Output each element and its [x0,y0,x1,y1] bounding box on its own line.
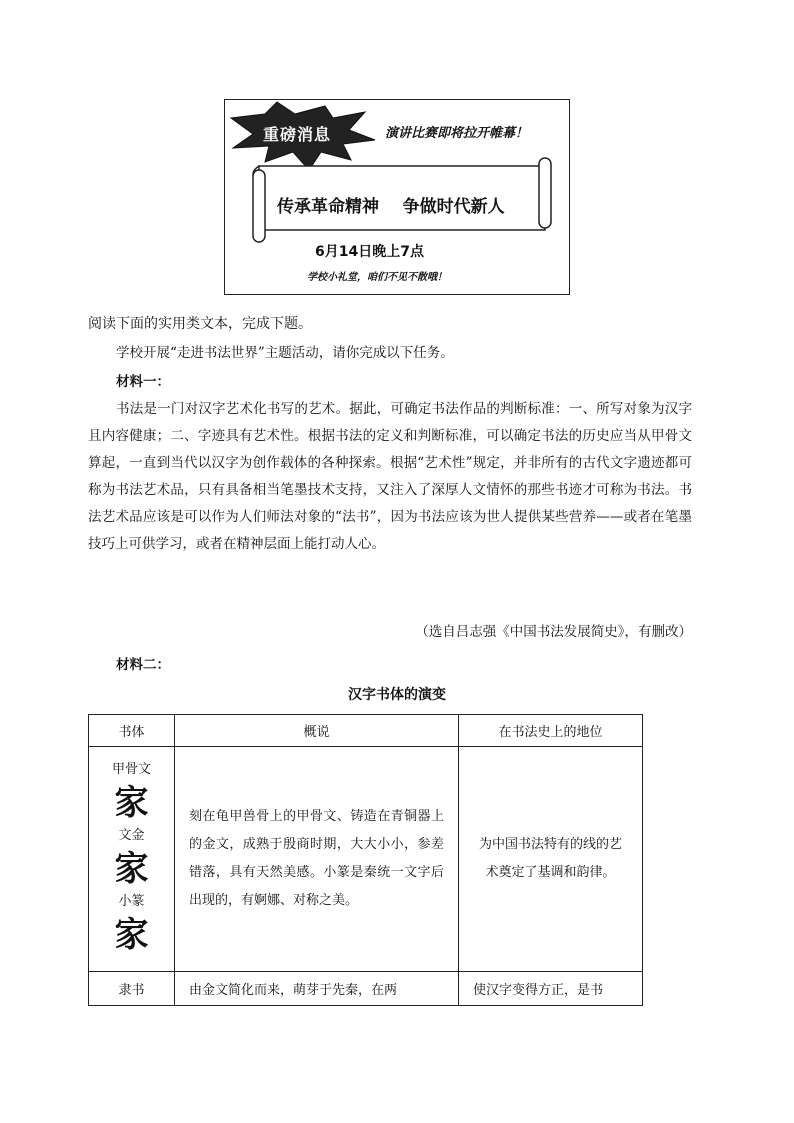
header-status: 在书法史上的地位 [459,715,643,747]
header-script: 书体 [89,715,175,747]
status-text: 使汉字变得方正，是书 [473,983,604,998]
table-row [89,747,643,972]
status-cell [459,747,643,972]
script-cell: 隶书 [89,972,175,1006]
poster-headline: 演讲比赛即将拉开帷幕！ [385,126,529,141]
script-cell [89,747,175,972]
poster-banner-slogan: 传承革命精神 争做时代新人 [277,197,505,217]
overview-text: 由金文简化而来，萌芽于先秦，在两 [189,983,398,998]
status-text: 为中国书法特有的线的艺术奠定了基调和韵律。 [478,837,622,880]
scroll-right-end [539,158,551,228]
bronze-glyph-icon: 家 [114,849,149,889]
seal-glyph-icon: 家 [114,915,149,955]
table-title: 汉字书体的演变 [348,687,446,703]
status-cell [459,972,643,1006]
header-overview: 概说 [175,715,459,747]
table-header-row [89,715,643,747]
overview-cell [175,747,459,972]
material1-text: 书法是一门对汉字艺术化书写的艺术。据此，可确定书法作品的判断标准：一、所写对象为汉字且内容健康；二、字迹具有艺术性。根据书法的定义和判断标准，可以确定书法的历史应当从甲骨文算起，一直到当代以汉字为创作载体的各种探索。根据“艺术性”规定，并非所有的古代文字遗迹都可称为书法艺术品，只有具备相当笔墨技术支持，又注入了深厚人文情怀的那些书迹才可称为书法。书法艺术品应该是可以作为人们师法对象的“法书”，因为书法应该为世人提供某些营养——或者在笔墨技巧上可供学习，或者在精神层面上能打动人心。 [88,401,692,552]
oracle-glyph-icon: 家 [114,783,149,823]
material1-label: 材料一： [116,374,170,390]
overview-cell [175,972,459,1006]
event-poster [224,99,570,295]
material1-citation: （选自吕志强《中国书法发展简史》，有删改） [415,624,692,640]
poster-date: 6月14日晚上7点 [315,244,424,260]
poster-burst-label: 重磅消息 [263,125,332,144]
intro-paragraph: 学校开展“走进书法世界”主题活动，请你完成以下任务。 [116,345,454,361]
script-name-bronze: 文金 [118,828,145,843]
scroll-left-end [253,170,265,242]
table-row [89,972,643,1006]
script-evolution-table [88,714,643,1006]
instruction-text: 阅读下面的实用类文本，完成下题。 [88,316,312,332]
overview-text: 刻在龟甲兽骨上的甲骨文、铸造在青铜器上的金文，成熟于殷商时期，大大小小，参差错落，具有天然美感。小篆是秦统一文字后出现的，有婀娜、对称之美。 [189,809,444,908]
material2-label: 材料二： [116,657,170,673]
script-name-seal: 小篆 [118,894,145,909]
script-name-oracle: 甲骨文 [111,762,151,777]
poster-venue: 学校小礼堂，咱们不见不散哦！ [307,272,447,283]
